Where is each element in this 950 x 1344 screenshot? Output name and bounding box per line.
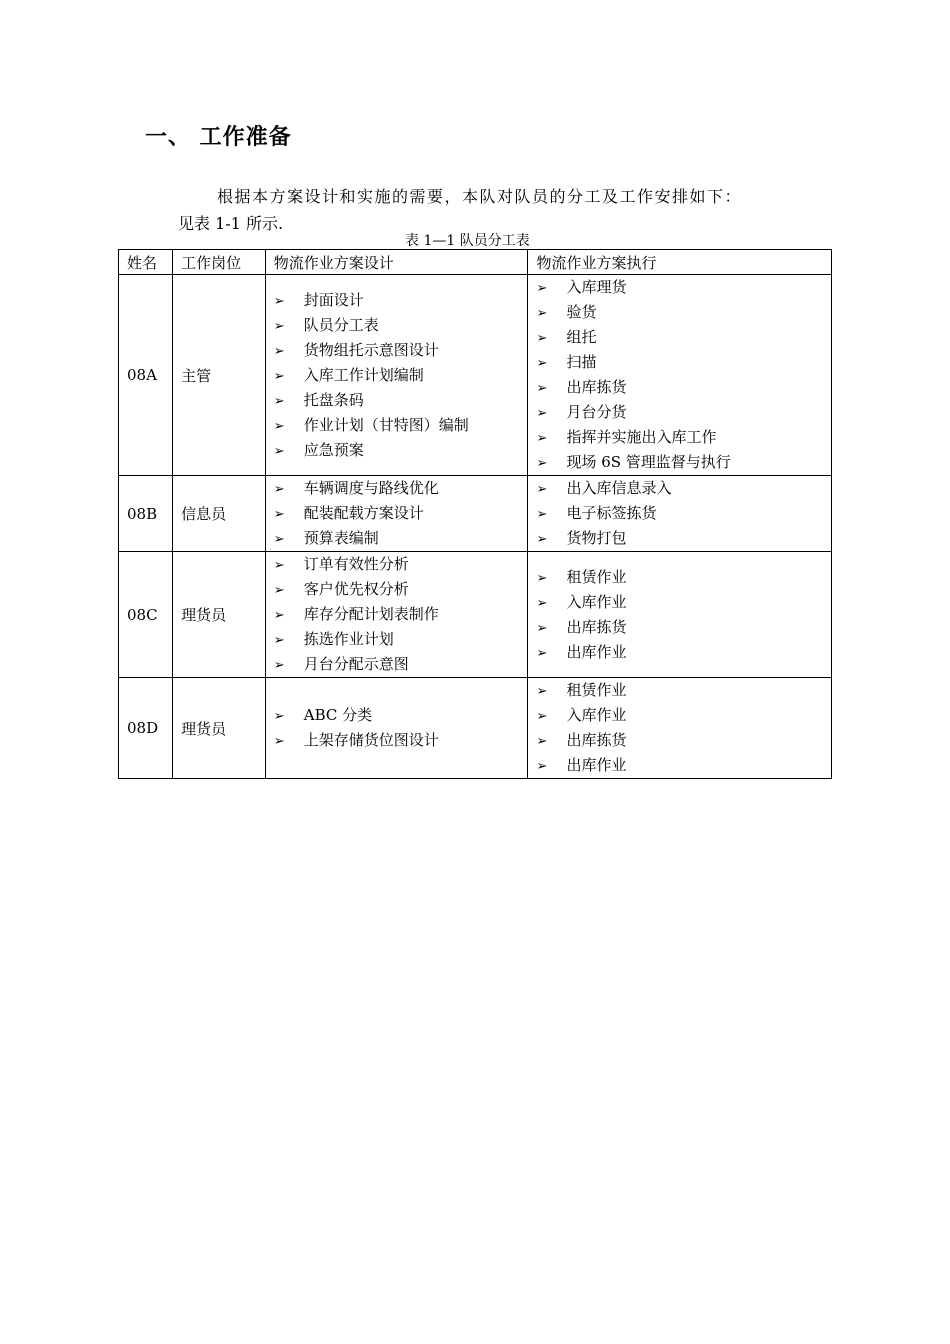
task-label: 出库拣货 [566, 617, 627, 636]
header-execution: 物流作业方案执行 [528, 250, 832, 275]
list-item [536, 300, 823, 325]
arrow-bullet-icon: ➢ [536, 709, 548, 724]
execution-task-list [536, 476, 823, 551]
list-item [536, 275, 823, 300]
arrow-bullet-icon: ➢ [273, 532, 285, 547]
arrow-bullet-icon: ➢ [536, 645, 548, 661]
list-item [274, 627, 520, 652]
task-label: 出库作业 [566, 756, 627, 774]
cell-execution [528, 678, 832, 779]
cell-design [265, 552, 528, 678]
arrow-bullet-icon: ➢ [273, 443, 285, 459]
arrow-bullet-icon: ➢ [536, 684, 548, 699]
task-label: 租赁作业 [566, 567, 627, 586]
task-label: 入库工作计划编制 [303, 365, 424, 384]
arrow-bullet-icon: ➢ [536, 356, 548, 371]
cell-role: 信息员 [173, 476, 266, 552]
execution-task-list [536, 678, 823, 778]
list-item [536, 400, 823, 425]
table-caption: 表 1—1 队员分工表 [405, 233, 530, 249]
list-item [274, 577, 520, 602]
list-item [536, 476, 823, 501]
list-item [274, 476, 520, 501]
team-assignment-table [118, 249, 832, 779]
arrow-bullet-icon: ➢ [536, 532, 548, 547]
arrow-bullet-icon: ➢ [273, 734, 285, 749]
table-body [119, 275, 832, 779]
cell-role: 理货员 [173, 552, 266, 678]
table-row [119, 275, 832, 476]
arrow-bullet-icon: ➢ [536, 595, 548, 611]
arrow-bullet-icon: ➢ [536, 620, 548, 636]
task-label: 出库作业 [566, 642, 627, 661]
task-label: 现场 6S 管理监督与执行 [566, 453, 731, 471]
task-label: 应急预案 [303, 440, 364, 459]
list-item [536, 350, 823, 375]
list-item [536, 565, 823, 590]
arrow-bullet-icon: ➢ [273, 418, 285, 434]
list-item [536, 728, 823, 753]
arrow-bullet-icon: ➢ [273, 583, 285, 598]
cell-design [265, 678, 528, 779]
list-item [536, 501, 823, 526]
task-label: 租赁作业 [566, 681, 627, 699]
table-row [119, 552, 832, 678]
cell-execution [528, 476, 832, 552]
arrow-bullet-icon: ➢ [536, 406, 548, 421]
arrow-bullet-icon: ➢ [273, 658, 285, 673]
task-label: 预算表编制 [303, 529, 379, 547]
table-row [119, 476, 832, 552]
task-label: ABC 分类 [303, 706, 373, 724]
arrow-bullet-icon: ➢ [273, 318, 285, 334]
cell-design [265, 275, 528, 476]
task-label: 入库作业 [566, 592, 627, 611]
list-item [274, 703, 520, 728]
list-item [274, 363, 520, 388]
task-label: 月台分配示意图 [303, 655, 409, 673]
header-name: 姓名 [119, 250, 173, 275]
task-label: 验货 [566, 303, 597, 321]
execution-task-list [536, 565, 823, 665]
list-item [536, 450, 823, 475]
arrow-bullet-icon: ➢ [273, 343, 285, 359]
list-item [274, 288, 520, 313]
arrow-bullet-icon: ➢ [273, 709, 285, 724]
list-item [274, 552, 520, 577]
arrow-bullet-icon: ➢ [273, 293, 285, 309]
arrow-bullet-icon: ➢ [536, 759, 548, 774]
arrow-bullet-icon: ➢ [536, 381, 548, 396]
task-label: 拣选作业计划 [303, 630, 394, 648]
list-item [274, 338, 520, 363]
arrow-bullet-icon: ➢ [273, 633, 285, 648]
cell-role: 主管 [173, 275, 266, 476]
cell-name: 08A [119, 275, 173, 476]
task-label: 货物组托示意图设计 [303, 340, 439, 359]
arrow-bullet-icon: ➢ [536, 431, 548, 446]
header-role: 工作岗位 [173, 250, 266, 275]
task-label: 配装配载方案设计 [303, 504, 424, 522]
task-label: 作业计划（甘特图）编制 [303, 415, 469, 434]
list-item [274, 501, 520, 526]
design-task-list [274, 288, 520, 463]
arrow-bullet-icon: ➢ [273, 482, 285, 497]
table-row [119, 678, 832, 779]
task-label: 电子标签拣货 [566, 504, 657, 522]
task-label: 订单有效性分析 [303, 555, 409, 573]
task-label: 客户优先权分析 [303, 580, 409, 598]
arrow-bullet-icon: ➢ [536, 456, 548, 471]
task-label: 库存分配计划表制作 [303, 605, 439, 623]
task-label: 队员分工表 [303, 315, 379, 334]
list-item [536, 615, 823, 640]
arrow-bullet-icon: ➢ [536, 734, 548, 749]
list-item [536, 325, 823, 350]
cell-name: 08B [119, 476, 173, 552]
list-item [274, 728, 520, 753]
design-task-list [274, 476, 520, 551]
list-item [536, 375, 823, 400]
cell-execution [528, 552, 832, 678]
arrow-bullet-icon: ➢ [273, 558, 285, 573]
arrow-bullet-icon: ➢ [536, 331, 548, 346]
list-item [536, 590, 823, 615]
task-label: 扫描 [566, 353, 597, 371]
arrow-bullet-icon: ➢ [536, 570, 548, 586]
arrow-bullet-icon: ➢ [273, 608, 285, 623]
intro-paragraph-line2: 见表 1-1 所示. [178, 214, 284, 233]
list-item [274, 388, 520, 413]
design-task-list [274, 703, 520, 753]
list-item [274, 313, 520, 338]
list-item [274, 652, 520, 677]
cell-execution [528, 275, 832, 476]
arrow-bullet-icon: ➢ [536, 281, 548, 296]
header-design: 物流作业方案设计 [265, 250, 528, 275]
task-label: 入库理货 [566, 278, 627, 296]
task-label: 托盘条码 [303, 390, 364, 409]
execution-task-list [536, 275, 823, 475]
cell-design [265, 476, 528, 552]
cell-name: 08C [119, 552, 173, 678]
intro-paragraph-line1: 根据本方案设计和实施的需要，本队对队员的分工及工作安排如下： [217, 187, 743, 206]
arrow-bullet-icon: ➢ [273, 507, 285, 522]
list-item [274, 526, 520, 551]
design-task-list [274, 552, 520, 677]
task-label: 指挥并实施出入库工作 [566, 428, 717, 446]
task-label: 出库拣货 [566, 378, 627, 396]
arrow-bullet-icon: ➢ [536, 482, 548, 497]
list-item [536, 640, 823, 665]
list-item [536, 703, 823, 728]
list-item [536, 678, 823, 703]
section-heading: 一、 工作准备 [145, 125, 292, 150]
list-item [536, 526, 823, 551]
list-item [536, 753, 823, 778]
task-label: 车辆调度与路线优化 [303, 479, 439, 497]
arrow-bullet-icon: ➢ [536, 507, 548, 522]
arrow-bullet-icon: ➢ [273, 368, 285, 384]
cell-role: 理货员 [173, 678, 266, 779]
task-label: 月台分货 [566, 403, 627, 421]
list-item [274, 413, 520, 438]
cell-name: 08D [119, 678, 173, 779]
list-item [536, 425, 823, 450]
list-item [274, 438, 520, 463]
list-item [274, 602, 520, 627]
task-label: 出入库信息录入 [566, 479, 672, 497]
task-label: 上架存储货位图设计 [303, 731, 439, 749]
task-label: 组托 [566, 328, 597, 346]
task-label: 入库作业 [566, 706, 627, 724]
arrow-bullet-icon: ➢ [273, 393, 285, 409]
task-label: 出库拣货 [566, 731, 627, 749]
table-header-row [119, 250, 832, 275]
task-label: 封面设计 [303, 290, 364, 309]
arrow-bullet-icon: ➢ [536, 306, 548, 321]
task-label: 货物打包 [566, 529, 627, 547]
